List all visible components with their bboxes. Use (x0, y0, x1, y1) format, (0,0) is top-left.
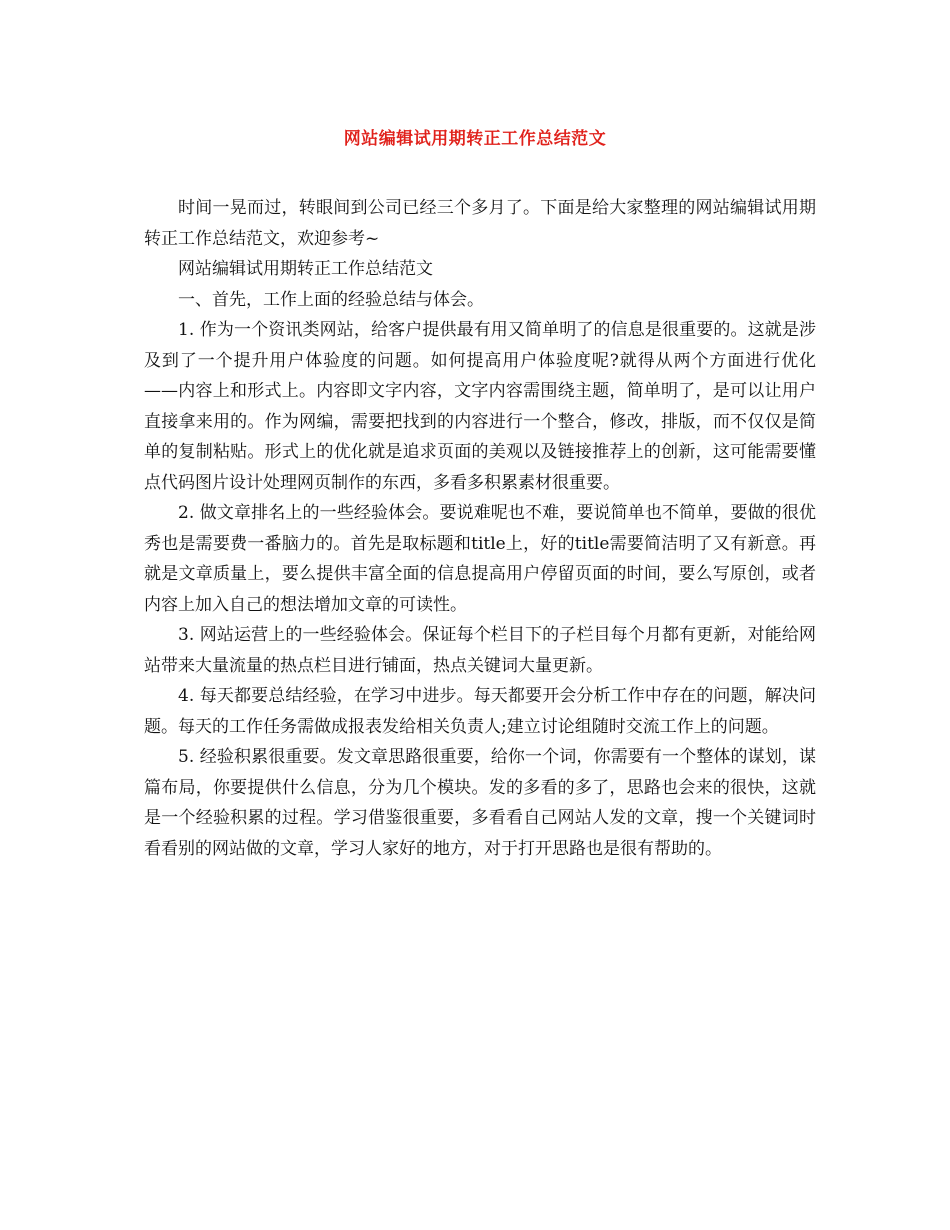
item-paragraph-4: 4. 每天都要总结经验，在学习中进步。每天都要开会分析工作中存在的问题，解决问题。每天的工作任务需做成报表发给相关负责人;建立讨论组随时交流工作上的问题。 (144, 686, 816, 737)
section-heading: 一、首先，工作上面的经验总结与体会。 (178, 289, 484, 310)
document-title: 网站编辑试用期转正工作总结范文 (343, 129, 607, 149)
item-paragraph-1: 1. 作为一个资讯类网站，给客户提供最有用又简单明了的信息是很重要的。这就是涉及到了一个提升用户体验度的问题。如何提高用户体验度呢?就得从两个方面进行优化——内容上和形式上。内容即文字内容，文字内容需围绕主题，简单明了，是可以让用户直接拿来用的。作为网编，需要把找到的内容进行一个整合，修改，排版，而不仅仅是简单的复制粘贴。形式上的优化就是追求页面的美观以及链接推荐上的创新，这可能需要懂点代码图片设计处理网页制作的东西，多看多积累素材很重要。 (144, 320, 816, 493)
document-body (144, 193, 816, 864)
subtitle-paragraph: 网站编辑试用期转正工作总结范文 (178, 259, 433, 279)
item-paragraph-3: 3. 网站运营上的一些经验体会。保证每个栏目下的子栏目每个月都有更新，对能给网站带来大量流量的热点栏目进行铺面，热点关键词大量更新。 (144, 625, 816, 676)
item-paragraph-2: 2. 做文章排名上的一些经验体会。要说难呢也不难，要说简单也不简单，要做的很优秀也是需要费一番脑力的。首先是取标题和title上，好的title需要简洁明了又有新意。再就是文章质量上，要么提供丰富全面的信息提高用户停留页面的时间，要么写原创，或者内容上加入自己的想法增加文章的可读性。 (144, 503, 816, 615)
item-paragraph-5: 5. 经验积累很重要。发文章思路很重要，给你一个词，你需要有一个整体的谋划，谋篇布局，你要提供什么信息，分为几个模块。发的多看的多了，思路也会来的很快，这就是一个经验积累的过程。学习借鉴很重要，多看看自己网站人发的文章，搜一个关键词时看看别的网站做的文章，学习人家好的地方，对于打开思路也是很有帮助的。 (144, 747, 816, 859)
intro-paragraph: 时间一晃而过，转眼间到公司已经三个多月了。下面是给大家整理的网站编辑试用期转正工作总结范文，欢迎参考~ (144, 198, 816, 249)
